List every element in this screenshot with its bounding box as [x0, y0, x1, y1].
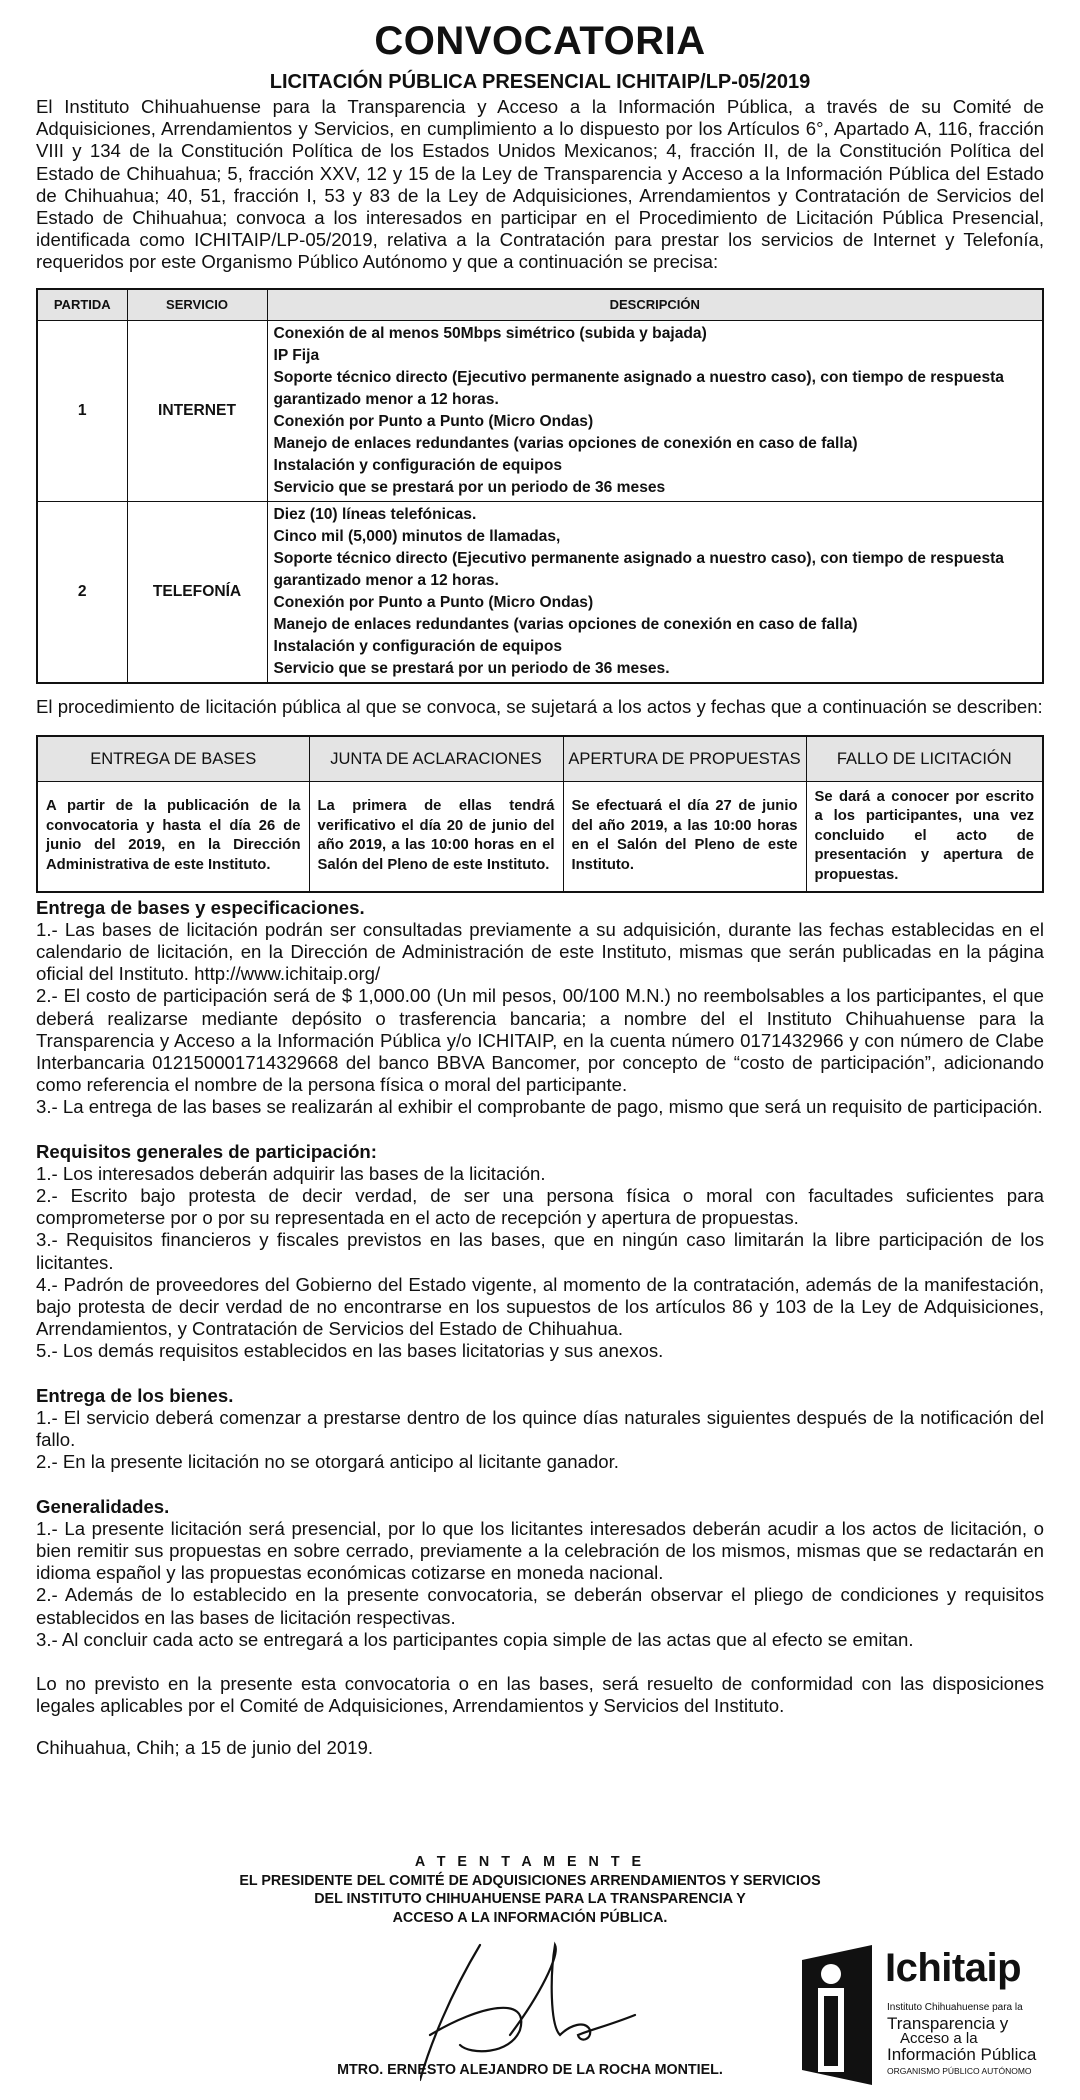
- col-fallo-licitacion: FALLO DE LICITACIÓN: [806, 736, 1043, 782]
- list-item: 3.- La entrega de las bases se realizarán al exhibir el comprobante de pago, mismo que será un requisito de participación.: [36, 1096, 1043, 1118]
- description-line: Soporte técnico directo (Ejecutivo permanente asignado a nuestro caso), con tiempo de respuesta garantizado menor a 12 horas.: [273, 369, 1004, 409]
- description-line: Conexión por Punto a Punto (Micro Ondas): [273, 413, 594, 431]
- section-bienes: [36, 1385, 1044, 1474]
- services-table-header: [37, 289, 1043, 321]
- list-item: 1.- Los interesados deberán adquirir las bases de la licitación.: [36, 1162, 546, 1184]
- apertura-propuestas-cell: Se efectuará el día 27 de junio del año 2019, a las 10:00 horas en el Salón del Pleno de este Instituto.: [563, 782, 806, 892]
- col-apertura-propuestas: APERTURA DE PROPUESTAS: [563, 736, 806, 782]
- list-item: 3.- Al concluir cada acto se entregará a los participantes copia simple de las actas que al efecto se emitan.: [36, 1628, 914, 1650]
- list-item: 2.- El costo de participación será de $ 1,000.00 (Un mil pesos, 00/100 M.N.) no reembolsables a los participantes, el que deberá realizarse mediante depósito o trasferencia bancaria; a nombre del el Instituto Chihuahuense para la Transparencia y Acceso a la Información Pública y/o ICHITAIP, en la cuenta número 0171432966 y con número de Clabe Interbancaria 012150001714329668 del banco BBVA Bancomer, por concepto de “costo de participación”, adicionando como referencia el nombre de la persona física o moral del participante.: [36, 985, 1044, 1096]
- list-item: 2.- Además de lo establecido en la presente convocatoria, se deberán observar el pliego de condiciones y requisitos establecidos en las bases de licitación respectivas.: [36, 1584, 1044, 1628]
- logo-line: Transparencia y: [887, 2014, 1009, 2033]
- section-heading: Entrega de los bienes.: [36, 1384, 234, 1406]
- entrega-bases-cell: A partir de la publicación de la convocatoria y hasta el día 26 de junio del 2019, en la Dirección Administrativa de este Instituto.: [37, 782, 309, 892]
- logo-line: ORGANISMO PÚBLICO AUTÓNOMO: [887, 2066, 1032, 2076]
- list-item: 2.- En la presente licitación no se otorgará anticipo al licitante ganador.: [36, 1451, 619, 1473]
- description-line: Instalación y configuración de equipos: [273, 457, 563, 475]
- logo-line: Información Pública: [887, 2045, 1037, 2064]
- description-line: Servicio que se prestará por un periodo de 36 meses.: [273, 660, 670, 678]
- col-descripcion: DESCRIPCIÓN: [267, 289, 1043, 321]
- col-partida: PARTIDA: [37, 289, 127, 321]
- description-line: Servicio que se prestará por un periodo de 36 meses: [273, 479, 666, 497]
- section-heading: Requisitos generales de participación:: [36, 1140, 377, 1162]
- procedure-paragraph: El procedimiento de licitación pública al que se convoca, se sujetará a los actos y fechas que a continuación se describen:: [36, 696, 1043, 718]
- table-row: [37, 321, 1043, 502]
- col-entrega-bases: ENTREGA DE BASES: [37, 736, 309, 782]
- description-line: Manejo de enlaces redundantes (varias opciones de conexión en caso de falla): [273, 616, 858, 634]
- list-item: 2.- Escrito bajo protesta de decir verdad, de ser una persona física o moral con facultades suficientes para comprometerse por o por su representada en el acto de recepción y apertura de propuestas.: [36, 1185, 1044, 1229]
- description-line: IP Fija: [273, 347, 320, 365]
- dates-table-header: [37, 736, 1043, 782]
- servicio-cell: TELEFONÍA: [127, 502, 267, 684]
- intro-paragraph: El Instituto Chihuahuense para la Transparencia y Acceso a la Información Pública, a través de su Comité de Adquisiciones, Arrendamientos y Servicios, en cumplimiento a lo dispuesto por los Artículos 6°, Apartado A, 116, fracción VIII y 134 de la Constitución Política de los Estados Unidos Mexicanos; 4, fracción II, de la Constitución Política del Estado de Chihuahua; 5, fracción XXV, 12 y 15 de la Ley de Transparencia y Acceso a la Información Pública del Estado de Chihuahua; 40, 51, fracción I, 53 y 83 de la Ley de Adquisiciones, Arrendamientos y Contratación de Servicios del Estado de Chihuahua; convoca a los interesados en participar en el Procedimiento de Licitación Pública Presencial, identificada como ICHITAIP/LP-05/2019, relativa a la Contratación para prestar los servicios de Internet y Telefonía, requeridos por este Organismo Público Autónomo y que a continuación se precisa:: [36, 96, 1044, 273]
- section-heading: Generalidades.: [36, 1495, 170, 1517]
- descripcion-cell: [267, 321, 1043, 502]
- section-requisitos: [36, 1141, 1044, 1363]
- servicio-cell: INTERNET: [127, 321, 267, 502]
- convocatoria-document: [36, 18, 1044, 1759]
- descripcion-cell: [267, 502, 1043, 684]
- list-item: 1.- Las bases de licitación podrán ser consultadas previamente a su adquisición, durante las fechas establecidas en el calendario de licitación, en la Dirección de Administración de este Instituto, mismas que serán publicadas en la página oficial del Instituto. http://www.ichitaip.org/: [36, 918, 1044, 985]
- junta-aclaraciones-cell: La primera de ellas tendrá verificativo el día 20 de junio del año 2019, a las 10:00 horas en el Salón del Pleno de este Instituto.: [309, 782, 563, 892]
- description-line: Conexión por Punto a Punto (Micro Ondas): [273, 594, 594, 612]
- list-item: 1.- El servicio deberá comenzar a prestarse dentro de los quince días naturales siguientes después de la notificación del fallo.: [36, 1406, 1044, 1451]
- description-line: Manejo de enlaces redundantes (varias opciones de conexión en caso de falla): [273, 435, 858, 453]
- section-bases: [36, 897, 1044, 1119]
- logo-line: Instituto Chihuahuense para la: [887, 2002, 1023, 2013]
- description-line: Diez (10) líneas telefónicas.: [273, 506, 477, 524]
- section-generalidades: [36, 1496, 1044, 1651]
- description-line: Soporte técnico directo (Ejecutivo permanente asignado a nuestro caso), con tiempo de respuesta garantizado menor a 12 horas.: [273, 550, 1004, 590]
- section-heading: Entrega de bases y especificaciones.: [36, 896, 365, 918]
- table-row: [37, 782, 1043, 892]
- place-date: Chihuahua, Chih; a 15 de junio del 2019.: [36, 1737, 374, 1759]
- description-line: Conexión de al menos 50Mbps simétrico (subida y bajada): [273, 325, 707, 343]
- signature-line: EL PRESIDENTE DEL COMITÉ DE ADQUISICIONES ARRENDAMIENTOS Y SERVICIOS: [239, 1872, 821, 1889]
- col-junta-aclaraciones: JUNTA DE ACLARACIONES: [309, 736, 563, 782]
- list-item: 3.- Requisitos financieros y fiscales previstos en las bases, que en ningún caso limitarán la libre participación de los licitantes.: [36, 1229, 1044, 1273]
- table-row: [37, 502, 1043, 684]
- signature-line: ACCESO A LA INFORMACIÓN PÚBLICA.: [392, 1909, 668, 1926]
- logo-wordmark: Ichitaip: [885, 1946, 1022, 1990]
- signature-line: DEL INSTITUTO CHIHUAHUENSE PARA LA TRANSPARENCIA Y: [314, 1891, 746, 1908]
- document-title: CONVOCATORIA: [374, 19, 706, 63]
- logo-line: Acceso a la: [900, 2030, 978, 2047]
- list-item: 5.- Los demás requisitos establecidos en las bases licitatorias y sus anexos.: [36, 1340, 664, 1362]
- closing-paragraph: Lo no previsto en la presente esta convocatoria o en las bases, será resuelto de conformidad con las disposiciones legales aplicables por el Comité de Adquisiciones, Arrendamientos y Servicios del Instituto.: [36, 1672, 1044, 1717]
- description-line: Cinco mil (5,000) minutos de llamadas,: [273, 528, 561, 546]
- description-line: Instalación y configuración de equipos: [273, 638, 563, 656]
- partida-cell: 1: [37, 321, 127, 502]
- atentamente: A T E N T A M E N T E: [414, 1854, 646, 1870]
- partida-cell: 2: [37, 502, 127, 684]
- fallo-licitacion-cell: Se dará a conocer por escrito a los participantes, una vez concluido el acto de presentación y apertura de propuestas.: [806, 782, 1043, 892]
- list-item: 4.- Padrón de proveedores del Gobierno del Estado vigente, al momento de la contratación, además de la manifestación, bajo protesta de decir verdad de no encontrarse en los supuestos de los artículos 86 y 103 de la Ley de Adquisiciones, Arrendamientos, y Contratación de Servicios del Estado de Chihuahua.: [36, 1273, 1044, 1340]
- signer-name: MTRO. ERNESTO ALEJANDRO DE LA ROCHA MONTIEL.: [337, 2062, 723, 2078]
- list-item: 1.- La presente licitación será presencial, por lo que los licitantes interesados deberán acudir a los actos de licitación, o bien remitir sus propuestas en sobre cerrado, previamente a la celebración de los mismos, mismas que se redactarán en idioma español y las propuestas económicas cotizarse en moneda nacional.: [36, 1517, 1044, 1584]
- col-servicio: SERVICIO: [127, 289, 267, 321]
- document-subtitle: LICITACIÓN PÚBLICA PRESENCIAL ICHITAIP/LP-05/2019: [269, 71, 811, 93]
- dates-table: [36, 735, 1044, 893]
- services-table: [36, 288, 1044, 685]
- signature-block: [180, 1853, 880, 1927]
